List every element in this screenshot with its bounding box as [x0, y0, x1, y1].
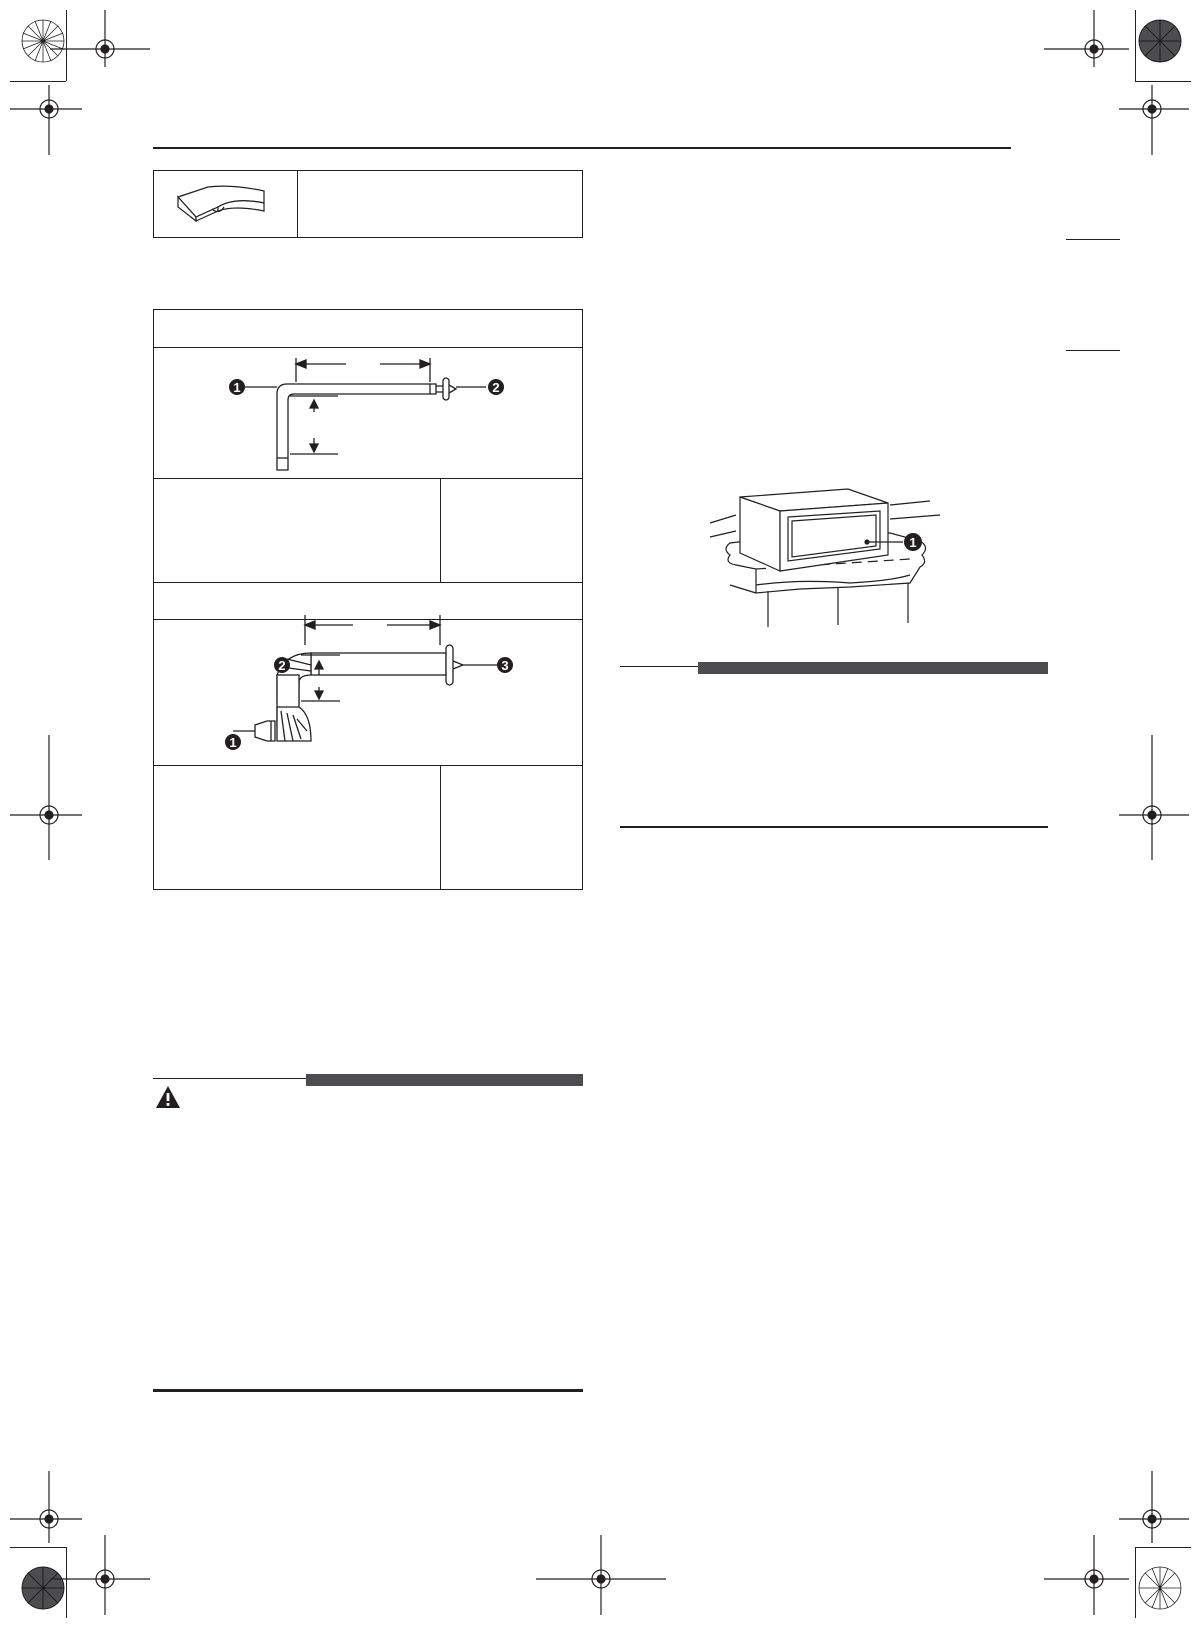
- crosshair-icon: [1069, 1555, 1119, 1605]
- crosshair-icon: [80, 1555, 130, 1605]
- crosshair-icon: [1069, 27, 1119, 77]
- caution-header-bar: [306, 1074, 583, 1086]
- header-rule: [153, 147, 1011, 149]
- callout-1-label: 1: [229, 735, 237, 750]
- crosshair-icon: [1127, 85, 1177, 135]
- registration-target-icon: [20, 18, 66, 64]
- cabinet-diagram: [700, 475, 1000, 635]
- crosshair-icon: [24, 85, 74, 135]
- note-header-bar: [698, 662, 1048, 674]
- crosshair-icon: [24, 790, 74, 840]
- callout-3-label: 3: [501, 658, 509, 673]
- crosshair-icon: [1127, 1493, 1177, 1543]
- straight-duct-diagram: [220, 350, 520, 475]
- caution-end-rule: [153, 1389, 583, 1392]
- callout-2-label: 2: [492, 380, 500, 395]
- elbow-fitting-icon: [172, 185, 272, 225]
- side-tab-line: [1066, 239, 1120, 240]
- crosshair-icon: [1127, 790, 1177, 840]
- crosshair-icon: [80, 27, 130, 77]
- note-end-rule: [620, 826, 1048, 828]
- registration-target-icon: [1137, 1565, 1183, 1611]
- registration-target-icon: [1137, 18, 1183, 64]
- crosshair-icon: [576, 1555, 626, 1605]
- fitting-table: [153, 170, 583, 238]
- warning-triangle-icon: [155, 1085, 181, 1109]
- elbow-duct-diagram: [215, 615, 515, 750]
- callout-1-label: 1: [233, 380, 241, 395]
- callout-1-label: 1: [909, 535, 917, 550]
- callout-2-label: 2: [278, 658, 286, 673]
- registration-target-icon: [20, 1565, 66, 1611]
- crosshair-icon: [24, 1493, 74, 1543]
- side-tab-line: [1066, 350, 1120, 351]
